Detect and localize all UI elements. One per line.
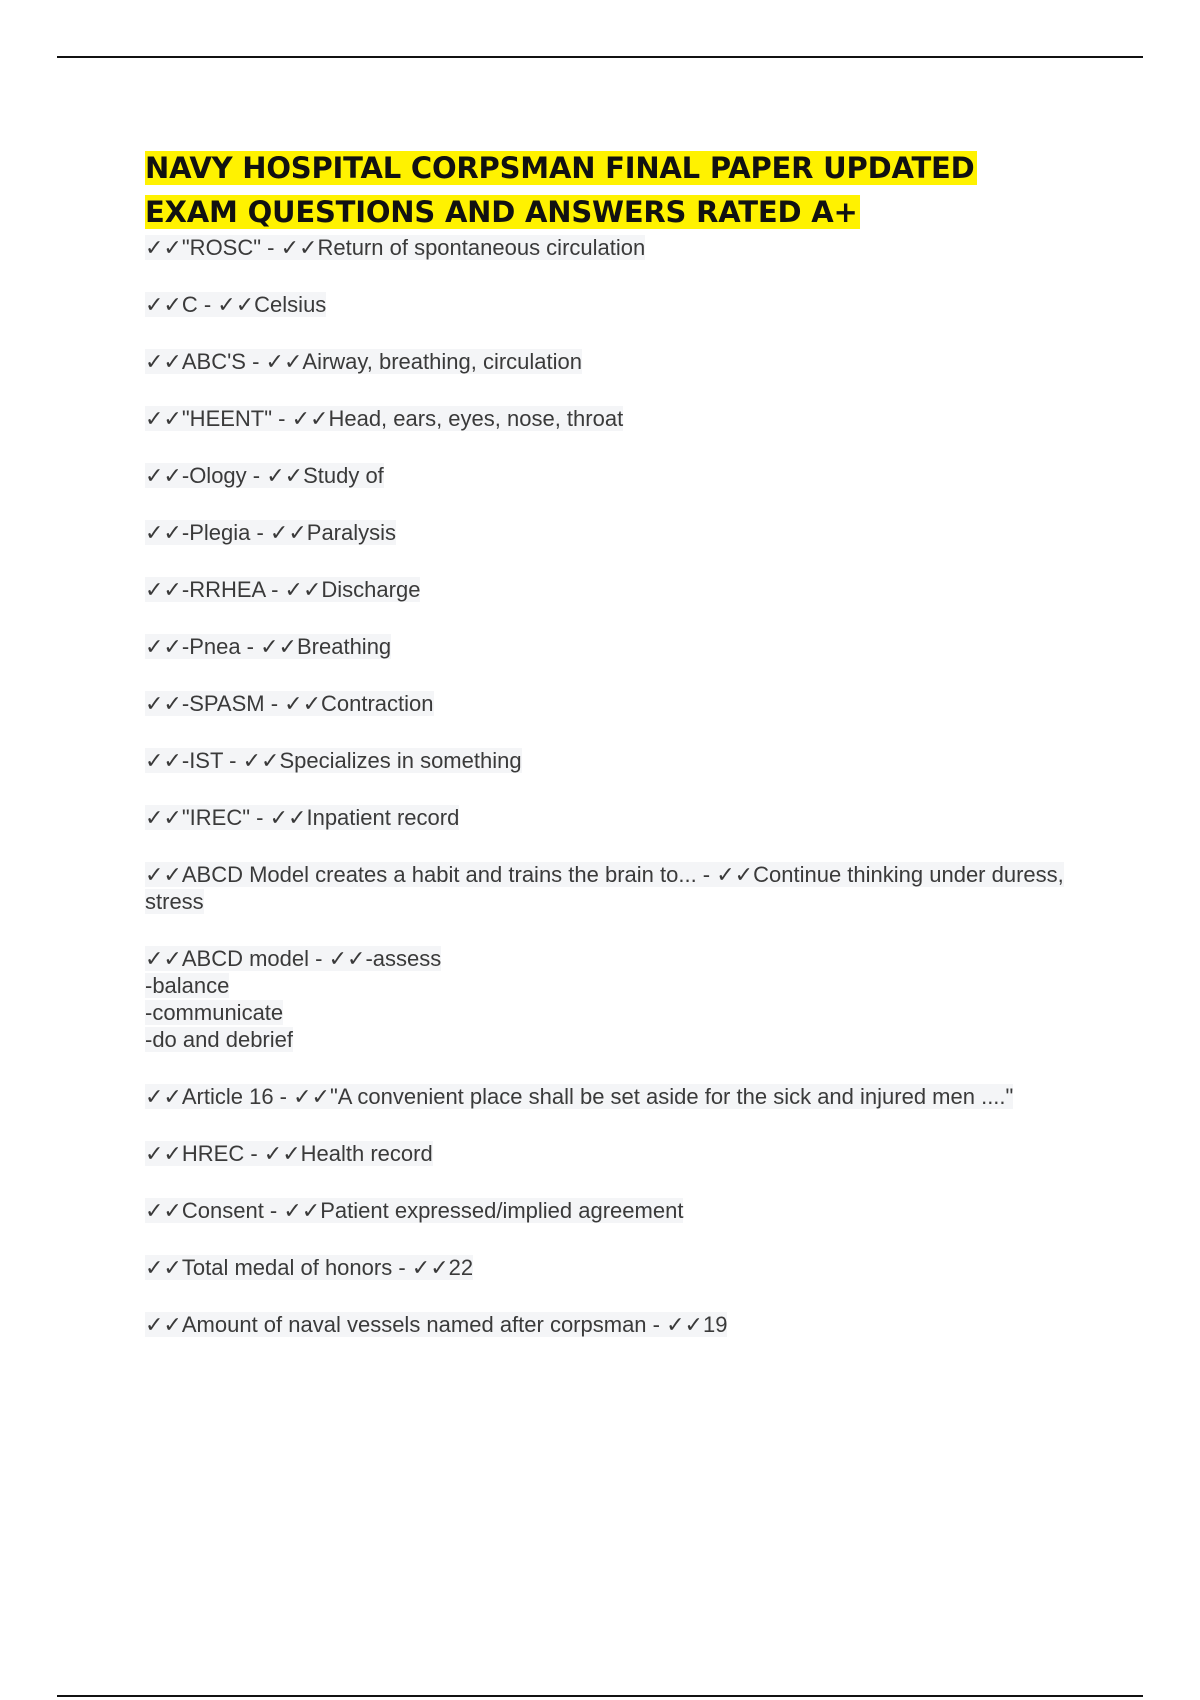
qa-item [145, 1140, 1085, 1167]
qa-item [145, 234, 1085, 261]
title-line-2: EXAM QUESTIONS AND ANSWERS RATED A+ [145, 195, 858, 229]
qa-item [145, 291, 1085, 318]
qa-item [145, 861, 1085, 915]
qa-text: ✓✓Total medal of honors - ✓✓22 [145, 1255, 474, 1280]
qa-item [145, 576, 1085, 603]
qa-text: ✓✓Amount of naval vessels named after corpsman - ✓✓19 [145, 1312, 728, 1337]
qa-text: ✓✓-Pnea - ✓✓Breathing [145, 634, 392, 659]
qa-text: ✓✓"HEENT" - ✓✓Head, ears, eyes, nose, throat [145, 406, 624, 431]
qa-list [145, 234, 1085, 1338]
qa-item [145, 462, 1085, 489]
title-line-1: NAVY HOSPITAL CORPSMAN FINAL PAPER UPDATED [145, 151, 975, 185]
qa-item [145, 945, 1085, 1053]
qa-text: ✓✓-Ology - ✓✓Study of [145, 463, 384, 488]
qa-text: ✓✓HREC - ✓✓Health record [145, 1141, 433, 1166]
qa-text: ✓✓-IST - ✓✓Specializes in something [145, 748, 522, 773]
qa-item [145, 1083, 1085, 1110]
qa-item [145, 633, 1085, 660]
qa-item [145, 1254, 1085, 1281]
qa-item [145, 747, 1085, 774]
qa-item [145, 690, 1085, 717]
qa-text: ✓✓ABCD Model creates a habit and trains the brain to... - ✓✓Continue thinking under duress, stress [145, 862, 1064, 914]
qa-text: ✓✓Article 16 - ✓✓"A convenient place shall be set aside for the sick and injured men ...." [145, 1084, 1014, 1109]
qa-text: ✓✓ABC'S - ✓✓Airway, breathing, circulation [145, 349, 583, 374]
qa-item [145, 348, 1085, 375]
qa-text: ✓✓"IREC" - ✓✓Inpatient record [145, 805, 460, 830]
qa-text: ✓✓-Plegia - ✓✓Paralysis [145, 520, 397, 545]
qa-item [145, 804, 1085, 831]
qa-text: ✓✓Consent - ✓✓Patient expressed/implied agreement [145, 1198, 684, 1223]
footer-rule [57, 1695, 1143, 1697]
document-body [145, 146, 1085, 1368]
qa-item [145, 1197, 1085, 1224]
qa-text: ✓✓ABCD model - ✓✓-assess -balance -communicate -do and debrief [145, 946, 442, 1052]
qa-text: ✓✓C - ✓✓Celsius [145, 292, 327, 317]
qa-item [145, 519, 1085, 546]
qa-text: ✓✓-RRHEA - ✓✓Discharge [145, 577, 421, 602]
qa-item [145, 1311, 1085, 1338]
header-rule [57, 56, 1143, 58]
qa-text: ✓✓-SPASM - ✓✓Contraction [145, 691, 434, 716]
document-title [145, 146, 1085, 234]
qa-text: ✓✓"ROSC" - ✓✓Return of spontaneous circulation [145, 235, 646, 260]
qa-item [145, 405, 1085, 432]
